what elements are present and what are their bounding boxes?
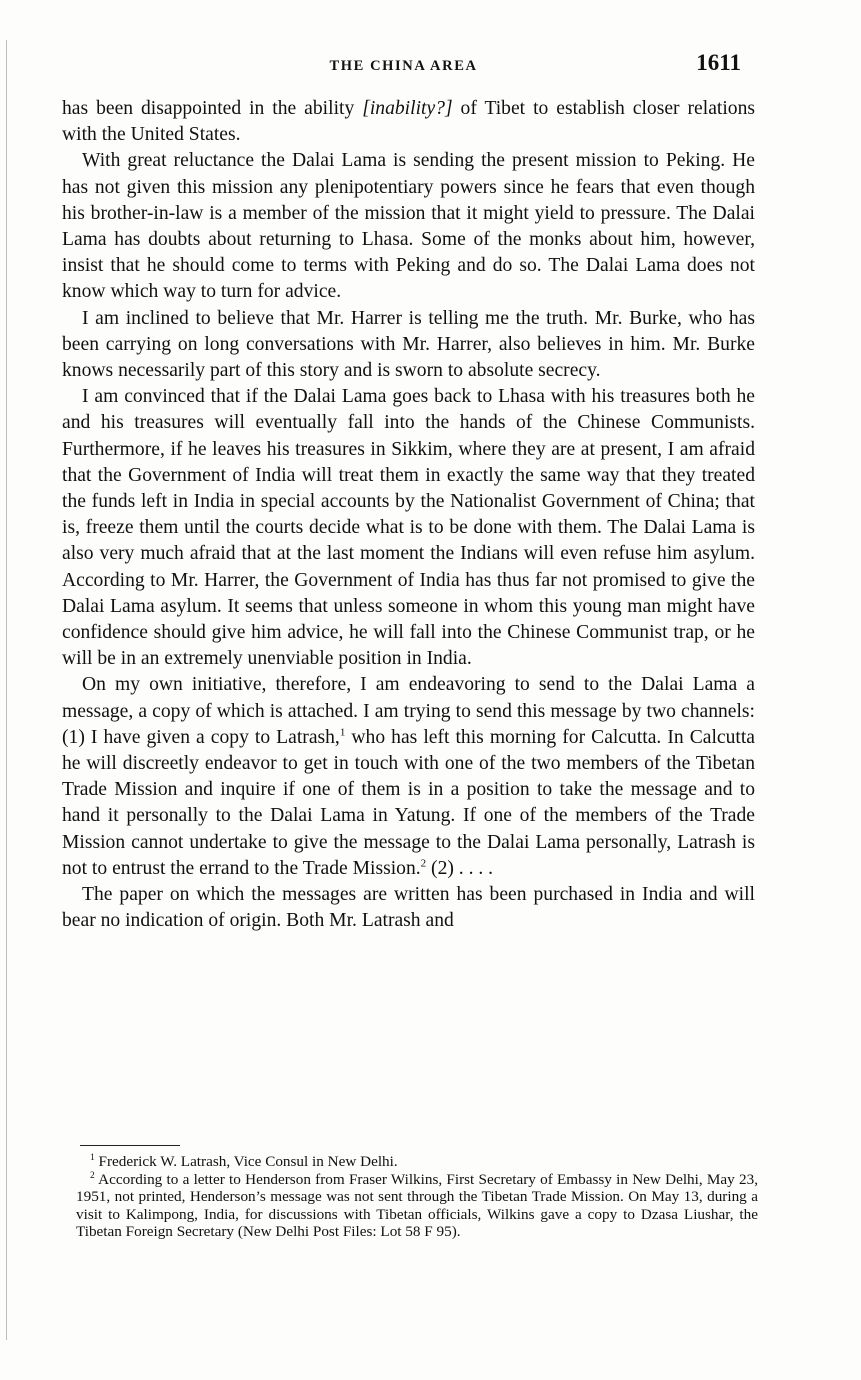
page-number: 1611	[696, 50, 741, 75]
footnote-2-marker: 2	[90, 1170, 95, 1181]
paragraph-5-text-1: On my own initiative, therefore, I am endeavoring to send to the Dalai Lama a message, a copy of which is attached. I am trying to send this message by two channels: (1) I have given a copy to Latrash,	[62, 674, 755, 748]
footnote-separator	[80, 1145, 180, 1146]
paragraph-1-text-start: has been disappointed in the ability	[62, 98, 363, 119]
footnote-2	[76, 1171, 758, 1241]
footnote-1	[76, 1153, 758, 1171]
footnote-1-marker: 1	[90, 1152, 95, 1163]
paragraph-2: With great reluctance the Dalai Lama is sending the present mission to Peking. He has not given this mission any plenipotentiary powers since he fears that even though his brother-in-law is a member of the mission that it might yield to pressure. The Dalai Lama has doubts about returning to Lhasa. Some of the monks about him, however, insist that he should come to terms with Peking and do so. The Dalai Lama does not know which way to turn for advice.	[62, 150, 755, 303]
footnote-ref-1: 1	[339, 726, 346, 739]
paragraph-3: I am inclined to believe that Mr. Harrer is telling me the truth. Mr. Burke, who has been carrying on long conversations with Mr. Harrer, also believes in him. Mr. Burke knows necessarily part of this story and is sworn to absolute secrecy.	[62, 307, 755, 382]
paragraph-6: The paper on which the messages are written has been purchased in India and will bear no indication of origin. Both Mr. Latrash and	[62, 884, 755, 932]
page-edge-line	[6, 40, 7, 1340]
running-title: THE CHINA AREA	[329, 58, 478, 74]
paragraph-1	[62, 96, 755, 148]
paragraph-1-text-end: of Tibet to establish closer relations with the United States.	[62, 98, 755, 146]
footnote-2-text: According to a letter to Henderson from Fraser Wilkins, First Secretary of Embassy in New Delhi, May 23, 1951, not printed, Henderson’s message was not sent through the Tibetan Trade Mission. On May 13, during a visit to Kalimpong, India, for discussions with Tibetan officials, Wilkins gave a copy to Dzasa Liushar, the Tibetan Foreign Secretary (New Delhi Post Files: Lot 58 F 95).	[76, 1170, 758, 1241]
body-text	[62, 96, 755, 935]
footnotes	[76, 1153, 758, 1241]
editorial-insertion: [inability?]	[362, 98, 453, 119]
paragraph-5	[62, 672, 755, 882]
paragraph-5-text-3: (2) . . . .	[426, 857, 494, 879]
paragraph-5-text-2: who has left this morning for Calcutta. In Calcutta he will discreetly endeavor to get in touch with one of the two members of the Tibetan Trade Mission and inquire if one of them is in a position to take the message and to hand it personally to the Dalai Lama in Yatung. If one of the members of the Trade Mission cannot undertake to give the message to the Dalai Lama personally, Latrash is not to entrust the errand to the Trade Mission.	[62, 726, 756, 879]
footnote-ref-2: 2	[420, 857, 427, 870]
footnote-1-text: Frederick W. Latrash, Vice Consul in New Delhi.	[94, 1153, 398, 1170]
paragraph-4: I am convinced that if the Dalai Lama goes back to Lhasa with his treasures both he and his treasures will eventually fall into the hands of the Chinese Communists. Furthermore, if he leaves his treasures in Sikkim, where they are at present, I am afraid that the Government of India will treat them in exactly the same way that they treated the funds left in India in special accounts by the Nationalist Government of China; that is, freeze them until the courts decide what is to be done with them. The Dalai Lama is also very much afraid that at the last moment the Indians will even refuse him asylum. According to Mr. Harrer, the Government of India has thus far not promised to give the Dalai Lama asylum. It seems that unless someone in whom this young man might have confidence should give him advice, he will fall into the Chinese Communist trap, or he will be in an extremely unenviable position in India.	[62, 386, 755, 670]
